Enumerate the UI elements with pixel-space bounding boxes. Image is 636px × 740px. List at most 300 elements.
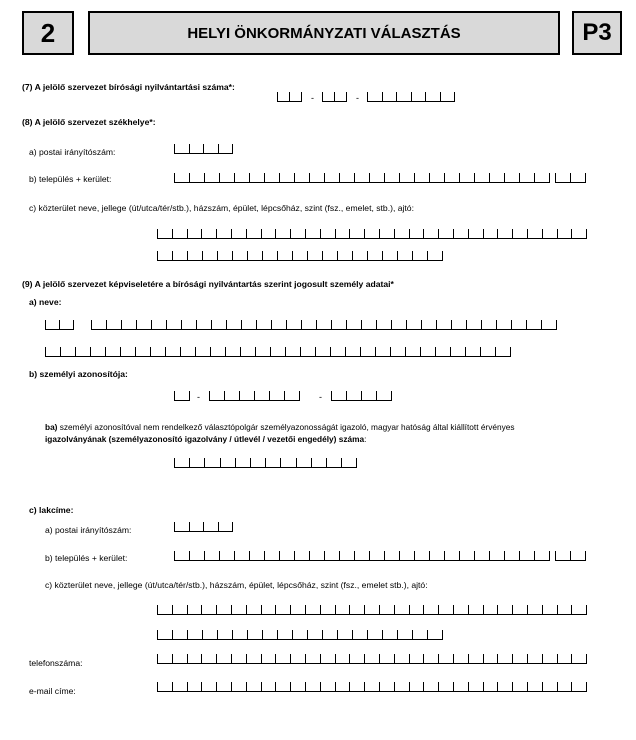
char-cell[interactable] (235, 551, 250, 560)
char-cell[interactable] (543, 229, 558, 238)
char-cell[interactable] (327, 458, 342, 467)
char-cell[interactable] (466, 347, 481, 356)
char-cell[interactable] (572, 229, 587, 238)
char-cell[interactable] (306, 229, 321, 238)
char-cell[interactable] (397, 92, 412, 101)
char-cell[interactable] (310, 173, 325, 182)
char-cell[interactable] (317, 320, 332, 329)
char-cell[interactable] (173, 229, 188, 238)
char-cell[interactable] (263, 630, 278, 639)
char-cell[interactable] (306, 654, 321, 663)
char-cell[interactable] (451, 347, 466, 356)
char-cell[interactable] (188, 605, 203, 614)
char-cell[interactable] (221, 458, 236, 467)
char-cell[interactable] (377, 320, 392, 329)
char-cell[interactable] (325, 173, 340, 182)
char-cell[interactable] (188, 251, 203, 260)
char-cell[interactable] (336, 682, 351, 691)
char-cell[interactable] (513, 654, 528, 663)
char-cell[interactable] (225, 391, 240, 400)
char-cell[interactable] (490, 551, 505, 560)
char-cell[interactable] (400, 551, 415, 560)
char-cell[interactable] (175, 173, 190, 182)
char-cell[interactable] (395, 682, 410, 691)
char-cell[interactable] (272, 320, 287, 329)
char-cell[interactable] (454, 654, 469, 663)
char-cell[interactable] (437, 320, 452, 329)
char-cell[interactable] (368, 92, 383, 101)
char-cell[interactable] (528, 682, 543, 691)
char-cell[interactable] (276, 682, 291, 691)
char-cell[interactable] (197, 320, 212, 329)
char-cell[interactable] (513, 229, 528, 238)
char-cell[interactable] (331, 347, 346, 356)
char-cell[interactable] (395, 605, 410, 614)
char-cell[interactable] (496, 347, 511, 356)
seat-street-field-2[interactable] (157, 251, 443, 261)
char-cell[interactable] (301, 347, 316, 356)
char-cell[interactable] (204, 522, 219, 531)
char-cell[interactable] (498, 605, 513, 614)
char-cell[interactable] (291, 229, 306, 238)
char-cell[interactable] (410, 605, 425, 614)
court-reg-part2-field[interactable] (322, 92, 347, 102)
char-cell[interactable] (122, 320, 137, 329)
char-cell[interactable] (498, 654, 513, 663)
char-cell[interactable] (395, 654, 410, 663)
char-cell[interactable] (60, 320, 74, 329)
char-cell[interactable] (278, 92, 290, 101)
char-cell[interactable] (342, 458, 357, 467)
char-cell[interactable] (572, 654, 587, 663)
char-cell[interactable] (203, 251, 218, 260)
char-cell[interactable] (276, 654, 291, 663)
char-cell[interactable] (325, 551, 340, 560)
char-cell[interactable] (278, 251, 293, 260)
char-cell[interactable] (572, 605, 587, 614)
char-cell[interactable] (368, 251, 383, 260)
char-cell[interactable] (265, 173, 280, 182)
char-cell[interactable] (280, 173, 295, 182)
char-cell[interactable] (365, 654, 380, 663)
char-cell[interactable] (543, 654, 558, 663)
char-cell[interactable] (280, 551, 295, 560)
rep-title-field[interactable] (45, 320, 74, 330)
char-cell[interactable] (232, 229, 247, 238)
char-cell[interactable] (347, 391, 362, 400)
char-cell[interactable] (158, 682, 173, 691)
rep-name-field-2[interactable] (45, 347, 511, 357)
char-cell[interactable] (271, 347, 286, 356)
char-cell[interactable] (190, 173, 205, 182)
char-cell[interactable] (276, 229, 291, 238)
char-cell[interactable] (353, 251, 368, 260)
char-cell[interactable] (415, 173, 430, 182)
char-cell[interactable] (383, 630, 398, 639)
char-cell[interactable] (385, 551, 400, 560)
char-cell[interactable] (556, 551, 571, 560)
char-cell[interactable] (452, 320, 467, 329)
char-cell[interactable] (469, 654, 484, 663)
char-cell[interactable] (281, 458, 296, 467)
char-cell[interactable] (308, 630, 323, 639)
char-cell[interactable] (346, 347, 361, 356)
char-cell[interactable] (262, 229, 277, 238)
char-cell[interactable] (484, 654, 499, 663)
char-cell[interactable] (263, 251, 278, 260)
char-cell[interactable] (321, 654, 336, 663)
char-cell[interactable] (321, 682, 336, 691)
char-cell[interactable] (370, 173, 385, 182)
char-cell[interactable] (175, 458, 190, 467)
char-cell[interactable] (226, 347, 241, 356)
char-cell[interactable] (353, 630, 368, 639)
char-cell[interactable] (175, 522, 190, 531)
char-cell[interactable] (255, 391, 270, 400)
char-cell[interactable] (107, 320, 122, 329)
rep-street-field-2[interactable] (157, 630, 443, 640)
char-cell[interactable] (235, 173, 250, 182)
char-cell[interactable] (350, 682, 365, 691)
char-cell[interactable] (410, 682, 425, 691)
char-cell[interactable] (236, 458, 251, 467)
char-cell[interactable] (297, 458, 312, 467)
char-cell[interactable] (316, 347, 331, 356)
char-cell[interactable] (247, 605, 262, 614)
char-cell[interactable] (290, 92, 302, 101)
char-cell[interactable] (210, 391, 225, 400)
char-cell[interactable] (430, 551, 445, 560)
char-cell[interactable] (217, 682, 232, 691)
char-cell[interactable] (430, 173, 445, 182)
char-cell[interactable] (233, 630, 248, 639)
char-cell[interactable] (291, 605, 306, 614)
char-cell[interactable] (350, 229, 365, 238)
char-cell[interactable] (158, 630, 173, 639)
seat-district-field[interactable] (555, 173, 586, 183)
char-cell[interactable] (196, 347, 211, 356)
char-cell[interactable] (558, 229, 573, 238)
char-cell[interactable] (380, 229, 395, 238)
char-cell[interactable] (497, 320, 512, 329)
seat-street-field-1[interactable] (157, 229, 587, 239)
char-cell[interactable] (376, 347, 391, 356)
char-cell[interactable] (332, 320, 347, 329)
char-cell[interactable] (484, 605, 499, 614)
char-cell[interactable] (167, 320, 182, 329)
char-cell[interactable] (347, 320, 362, 329)
char-cell[interactable] (469, 682, 484, 691)
char-cell[interactable] (188, 229, 203, 238)
char-cell[interactable] (257, 320, 272, 329)
char-cell[interactable] (558, 654, 573, 663)
char-cell[interactable] (383, 92, 398, 101)
char-cell[interactable] (321, 605, 336, 614)
char-cell[interactable] (415, 551, 430, 560)
char-cell[interactable] (270, 391, 285, 400)
char-cell[interactable] (572, 682, 587, 691)
char-cell[interactable] (370, 551, 385, 560)
char-cell[interactable] (276, 605, 291, 614)
char-cell[interactable] (558, 682, 573, 691)
char-cell[interactable] (227, 320, 242, 329)
char-cell[interactable] (422, 320, 437, 329)
char-cell[interactable] (46, 320, 60, 329)
rep-id-part2-field[interactable] (209, 391, 300, 401)
char-cell[interactable] (385, 173, 400, 182)
char-cell[interactable] (556, 173, 571, 182)
char-cell[interactable] (205, 173, 220, 182)
char-cell[interactable] (336, 605, 351, 614)
char-cell[interactable] (323, 251, 338, 260)
rep-id-part3-field[interactable] (331, 391, 392, 401)
char-cell[interactable] (217, 229, 232, 238)
char-cell[interactable] (428, 251, 443, 260)
char-cell[interactable] (428, 630, 443, 639)
rep-id-part1-field[interactable] (174, 391, 190, 401)
char-cell[interactable] (445, 551, 460, 560)
rep-email-field[interactable] (157, 682, 587, 692)
char-cell[interactable] (332, 391, 347, 400)
char-cell[interactable] (219, 522, 234, 531)
char-cell[interactable] (175, 391, 190, 400)
char-cell[interactable] (571, 551, 586, 560)
char-cell[interactable] (76, 347, 91, 356)
char-cell[interactable] (454, 682, 469, 691)
char-cell[interactable] (350, 605, 365, 614)
char-cell[interactable] (293, 251, 308, 260)
char-cell[interactable] (498, 682, 513, 691)
char-cell[interactable] (392, 320, 407, 329)
char-cell[interactable] (173, 605, 188, 614)
char-cell[interactable] (240, 391, 255, 400)
char-cell[interactable] (241, 347, 256, 356)
char-cell[interactable] (202, 654, 217, 663)
char-cell[interactable] (410, 229, 425, 238)
char-cell[interactable] (407, 320, 422, 329)
char-cell[interactable] (190, 458, 205, 467)
rep-postal-field[interactable] (174, 522, 233, 532)
char-cell[interactable] (219, 144, 234, 153)
char-cell[interactable] (400, 173, 415, 182)
char-cell[interactable] (543, 682, 558, 691)
char-cell[interactable] (152, 320, 167, 329)
char-cell[interactable] (571, 173, 586, 182)
char-cell[interactable] (469, 605, 484, 614)
char-cell[interactable] (136, 347, 151, 356)
seat-postal-field[interactable] (174, 144, 233, 154)
char-cell[interactable] (310, 551, 325, 560)
rep-district-field[interactable] (555, 551, 586, 561)
char-cell[interactable] (188, 682, 203, 691)
char-cell[interactable] (212, 320, 227, 329)
char-cell[interactable] (202, 605, 217, 614)
char-cell[interactable] (205, 551, 220, 560)
char-cell[interactable] (469, 229, 484, 238)
char-cell[interactable] (338, 251, 353, 260)
char-cell[interactable] (410, 654, 425, 663)
char-cell[interactable] (278, 630, 293, 639)
char-cell[interactable] (475, 173, 490, 182)
char-cell[interactable] (121, 347, 136, 356)
char-cell[interactable] (484, 229, 499, 238)
char-cell[interactable] (190, 551, 205, 560)
char-cell[interactable] (175, 144, 190, 153)
char-cell[interactable] (247, 229, 262, 238)
char-cell[interactable] (262, 682, 277, 691)
char-cell[interactable] (190, 522, 205, 531)
char-cell[interactable] (91, 347, 106, 356)
char-cell[interactable] (424, 682, 439, 691)
char-cell[interactable] (362, 320, 377, 329)
char-cell[interactable] (233, 251, 248, 260)
char-cell[interactable] (535, 173, 550, 182)
char-cell[interactable] (173, 654, 188, 663)
char-cell[interactable] (285, 391, 300, 400)
char-cell[interactable] (166, 347, 181, 356)
char-cell[interactable] (439, 605, 454, 614)
char-cell[interactable] (542, 320, 557, 329)
char-cell[interactable] (175, 551, 190, 560)
char-cell[interactable] (250, 173, 265, 182)
char-cell[interactable] (406, 347, 421, 356)
char-cell[interactable] (217, 605, 232, 614)
char-cell[interactable] (338, 630, 353, 639)
char-cell[interactable] (439, 654, 454, 663)
char-cell[interactable] (558, 605, 573, 614)
char-cell[interactable] (528, 605, 543, 614)
char-cell[interactable] (391, 347, 406, 356)
char-cell[interactable] (295, 173, 310, 182)
char-cell[interactable] (439, 229, 454, 238)
char-cell[interactable] (460, 173, 475, 182)
char-cell[interactable] (543, 605, 558, 614)
char-cell[interactable] (250, 551, 265, 560)
char-cell[interactable] (286, 347, 301, 356)
char-cell[interactable] (412, 92, 427, 101)
char-cell[interactable] (158, 251, 173, 260)
char-cell[interactable] (190, 144, 205, 153)
char-cell[interactable] (218, 630, 233, 639)
char-cell[interactable] (248, 630, 263, 639)
char-cell[interactable] (158, 605, 173, 614)
char-cell[interactable] (505, 173, 520, 182)
char-cell[interactable] (528, 654, 543, 663)
char-cell[interactable] (248, 251, 263, 260)
char-cell[interactable] (312, 458, 327, 467)
char-cell[interactable] (380, 654, 395, 663)
char-cell[interactable] (232, 605, 247, 614)
char-cell[interactable] (158, 229, 173, 238)
char-cell[interactable] (527, 320, 542, 329)
char-cell[interactable] (173, 251, 188, 260)
char-cell[interactable] (46, 347, 61, 356)
char-cell[interactable] (308, 251, 323, 260)
char-cell[interactable] (380, 682, 395, 691)
char-cell[interactable] (505, 551, 520, 560)
char-cell[interactable] (293, 630, 308, 639)
char-cell[interactable] (365, 682, 380, 691)
seat-settlement-field[interactable] (174, 173, 550, 183)
char-cell[interactable] (520, 551, 535, 560)
char-cell[interactable] (424, 654, 439, 663)
char-cell[interactable] (232, 682, 247, 691)
char-cell[interactable] (220, 551, 235, 560)
char-cell[interactable] (436, 347, 451, 356)
alt-id-document-field[interactable] (174, 458, 357, 468)
char-cell[interactable] (365, 605, 380, 614)
char-cell[interactable] (203, 630, 218, 639)
char-cell[interactable] (251, 458, 266, 467)
char-cell[interactable] (424, 229, 439, 238)
char-cell[interactable] (395, 229, 410, 238)
char-cell[interactable] (336, 654, 351, 663)
char-cell[interactable] (362, 391, 377, 400)
char-cell[interactable] (426, 92, 441, 101)
char-cell[interactable] (336, 229, 351, 238)
rep-name-field-1[interactable] (91, 320, 557, 330)
char-cell[interactable] (513, 682, 528, 691)
char-cell[interactable] (445, 173, 460, 182)
char-cell[interactable] (256, 347, 271, 356)
char-cell[interactable] (173, 630, 188, 639)
char-cell[interactable] (151, 347, 166, 356)
char-cell[interactable] (242, 320, 257, 329)
char-cell[interactable] (291, 654, 306, 663)
rep-settlement-field[interactable] (174, 551, 550, 561)
char-cell[interactable] (481, 347, 496, 356)
court-reg-part1-field[interactable] (277, 92, 302, 102)
char-cell[interactable] (454, 605, 469, 614)
char-cell[interactable] (158, 654, 173, 663)
rep-street-field-1[interactable] (157, 605, 587, 615)
char-cell[interactable] (467, 320, 482, 329)
char-cell[interactable] (498, 229, 513, 238)
char-cell[interactable] (265, 551, 280, 560)
char-cell[interactable] (262, 605, 277, 614)
rep-phone-field[interactable] (157, 654, 587, 664)
char-cell[interactable] (323, 630, 338, 639)
char-cell[interactable] (380, 605, 395, 614)
char-cell[interactable] (182, 320, 197, 329)
court-reg-part3-field[interactable] (367, 92, 455, 102)
char-cell[interactable] (287, 320, 302, 329)
char-cell[interactable] (520, 173, 535, 182)
char-cell[interactable] (321, 229, 336, 238)
char-cell[interactable] (475, 551, 490, 560)
char-cell[interactable] (302, 320, 317, 329)
char-cell[interactable] (211, 347, 226, 356)
char-cell[interactable] (262, 654, 277, 663)
char-cell[interactable] (247, 682, 262, 691)
char-cell[interactable] (232, 654, 247, 663)
char-cell[interactable] (217, 654, 232, 663)
char-cell[interactable] (368, 630, 383, 639)
char-cell[interactable] (398, 630, 413, 639)
char-cell[interactable] (335, 92, 347, 101)
char-cell[interactable] (295, 551, 310, 560)
char-cell[interactable] (188, 630, 203, 639)
char-cell[interactable] (92, 320, 107, 329)
char-cell[interactable] (361, 347, 376, 356)
char-cell[interactable] (424, 605, 439, 614)
char-cell[interactable] (202, 682, 217, 691)
char-cell[interactable] (413, 251, 428, 260)
char-cell[interactable] (413, 630, 428, 639)
char-cell[interactable] (355, 173, 370, 182)
char-cell[interactable] (454, 229, 469, 238)
char-cell[interactable] (441, 92, 456, 101)
